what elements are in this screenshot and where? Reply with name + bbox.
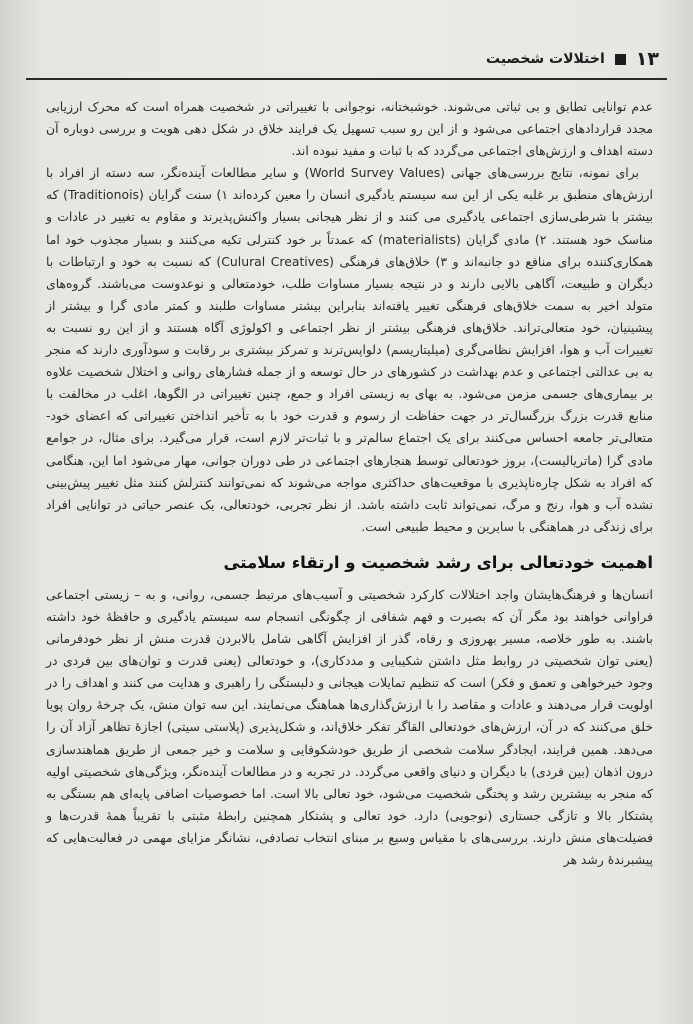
paragraph-1: عدم توانایی تطابق و بی ثباتی می‌شوند. خوشبختانه، نوجوانی با تغییراتی در شخصیت همراه است که محرک ارزیابی مجدد قراردادهای اجتماعی می‌شود و از این رو سبب تسهیل یک فرایند خلاق در شکل دهی هویت و بررسی دوباره آن دسته اهداف و ارزش‌های اجتماعی می‌گردد که با ثبات و مفید نبوده اند. xyxy=(46,99,653,159)
chapter-title: اختلالات شخصیت xyxy=(486,51,605,67)
paragraph-3: انسان‌ها و فرهنگ‌هایشان واجد اختلالات کارکرد شخصیتی و آسیب‌های مرتبط جسمی، روانی، و به – زیستی اجتماعی فراوانی خواهند بود مگر آن که بصیرت و فهم شفافی از چگونگی انسجام سه سیستم یادگیری و حافظهٔ خود داشته باشند. به طور خلاصه، مسیر بهروزی و رفاه، گذر از افزایش آگاهی شامل بالابردن قدرت منش از نظر خودفرمانی (یعنی توان شخصیتی در روابط مثل داشتن شکیبایی و مددکاری)، و خودتعالی (یعنی قدرت و توان‌های بین فردی در وجود خیرخواهی و تعمق و فکر) است که تنظیم تمایلات هیجانی و دلبستگی را راهبری و هدایت می کنند و اهداف را در اولویت قرار می‌دهند و عادات و مقاصد را با ارزش‌گذاری‌ها هماهنگ می‌نمایند. این سه توان منش، یک چرخهٔ روان پویا خلق می‌کنند که در آن، ارزش‌های خودتعالی القاگر تفکر خلاق‌اند، و شکل‌پذیری (پلاستی سیتی) اجازهٔ تظاهر آزاد آن را می‌دهد. همین فرایند، ایجادگر سلامت شخصی از طریق خودشکوفایی و سلامت و خیر جمعی از طریق هماهندسازی درون اذهان (بین فردی) با دیگران و دنیای واقعی می‌گردد. در تجربه و در مطالعات آینده‌نگر، ویژگی‌های شخصیتی اولیه که منجر به بیشترین رشد و پختگی شخصیت می‌شود، خود تعالی بالا است. اما خصوصیات اضافی پایه‌ای هم بستگی به پشتکار بالا و تازگی جستاری (نوجویی) دارد. خود تعالی و پشتکار همچنین رابطهٔ مثبتی با تقریباً همهٔ قدرت‌ها و فضیلت‌های منش دارند. بررسی‌های با مقیاس وسیع بر مبنای انتخاب تصادفی، نشانگر مزایای مهمی در فعالیت‌هایی که پیشبرندهٔ رشد هر xyxy=(46,586,653,867)
page-number: ۱۳ xyxy=(635,48,659,70)
running-header xyxy=(26,44,659,74)
paragraph-2: برای نمونه، نتایج بررسی‌های جهانی (World Survey Values) و سایر مطالعات آینده‌نگر، سه دسته از افراد با ارزش‌های منطبق بر غلبه یکی از این سه سیستم یادگیری انسان را معین کرده‌اند ۱) سنت گرایان (Traditionois) که بیشتر با شرطی‌سازی اجتماعی یادگیری می کنند و از نظر هیجانی بسیار واکنش‌پذیرند و مقاوم به تغییر در عادات و مناسک خود هستند. ۲) مادی گرایان (materialists) که عمدتاً بر خود کنترلی تکیه می‌کنند و بسیار مجذوب خود اما همکاری‌کننده برای منافع دو جانبه‌اند و ۳) خلاق‌های فرهنگی (Culural Creatives) که نسبت به خود و ارتباطات با دیگران و طبیعت، آگاهی بالایی دارند و در نتیجه بسیار مساوات طلب، خودمتعالی و نوعدوست می‌باشند. گروه‌های متولد اخیر به سمت خلاق‌های فرهنگی تغییر یافته‌اند بنابراین بیشتر مساوات طلبند و کمتر مادی گرا و بیشتر از پیشینیان، خود متعالی‌تراند. خلاق‌های فرهنگی بیشتر از نظر اجتماعی و اکولوژی آگاه هستند و از این رو نسبت به تغییرات آب و هوا، افزایش نظامی‌گری (میلیتاریسم) دلواپس‌ترند و تمرکز بیشتری بر رقابت و سودآوری دارند که منجر به بی عدالتی اجتماعی و عدم بهداشت در کشورهای در حال توسعه و از جمله فشارهای روانی و اختلال شخصیت علاوه بر بیماری‌های جسمی مزمن می‌شود. به بهای به زیستی افراد و جمع، چنین تغییراتی در الگوها، اغلب در مخالفت با منابع قدرت بزرگ بزرگسال‌تر در جهت حفاظت از رسوم و قدرت خود با به تأخیر انداختن تغییراتی که اعضای خود-متعالی‌تر جامعه احساس می‌کنند برای یک اجتماع سالم‌تر و با ثبات‌تر لازم است، قرار می‌گیرد. برای مثال، در جوامع مادی گرا (ماتریالیست)، بروز خودتعالی توسط هنجارهای اجتماعی در طی دوران جوانی، مهار می‌شود اما این، هنگامی که افراد به شکل چاره‌ناپذیری با موقعیت‌های حداکثری مواجه می‌شوند که نمی‌توانند کنترلش کنند مثل تغییر پیش‌بینی نشده آب و هوا، رنج و مرگ، نمی‌تواند ثابت داشته باشد. از نظر تجربی، خودتعالی، یک عنصر حیاتی در توانایی افراد برای زندگی در هماهنگی با سایرین و محیط طبیعی است. xyxy=(46,165,653,534)
section-heading: اهمیت خودتعالی برای رشد شخصیت و ارتقاء سلامتی xyxy=(223,552,653,572)
page-body xyxy=(46,96,653,871)
header-square-marker xyxy=(615,54,626,65)
header-rule xyxy=(26,78,667,80)
